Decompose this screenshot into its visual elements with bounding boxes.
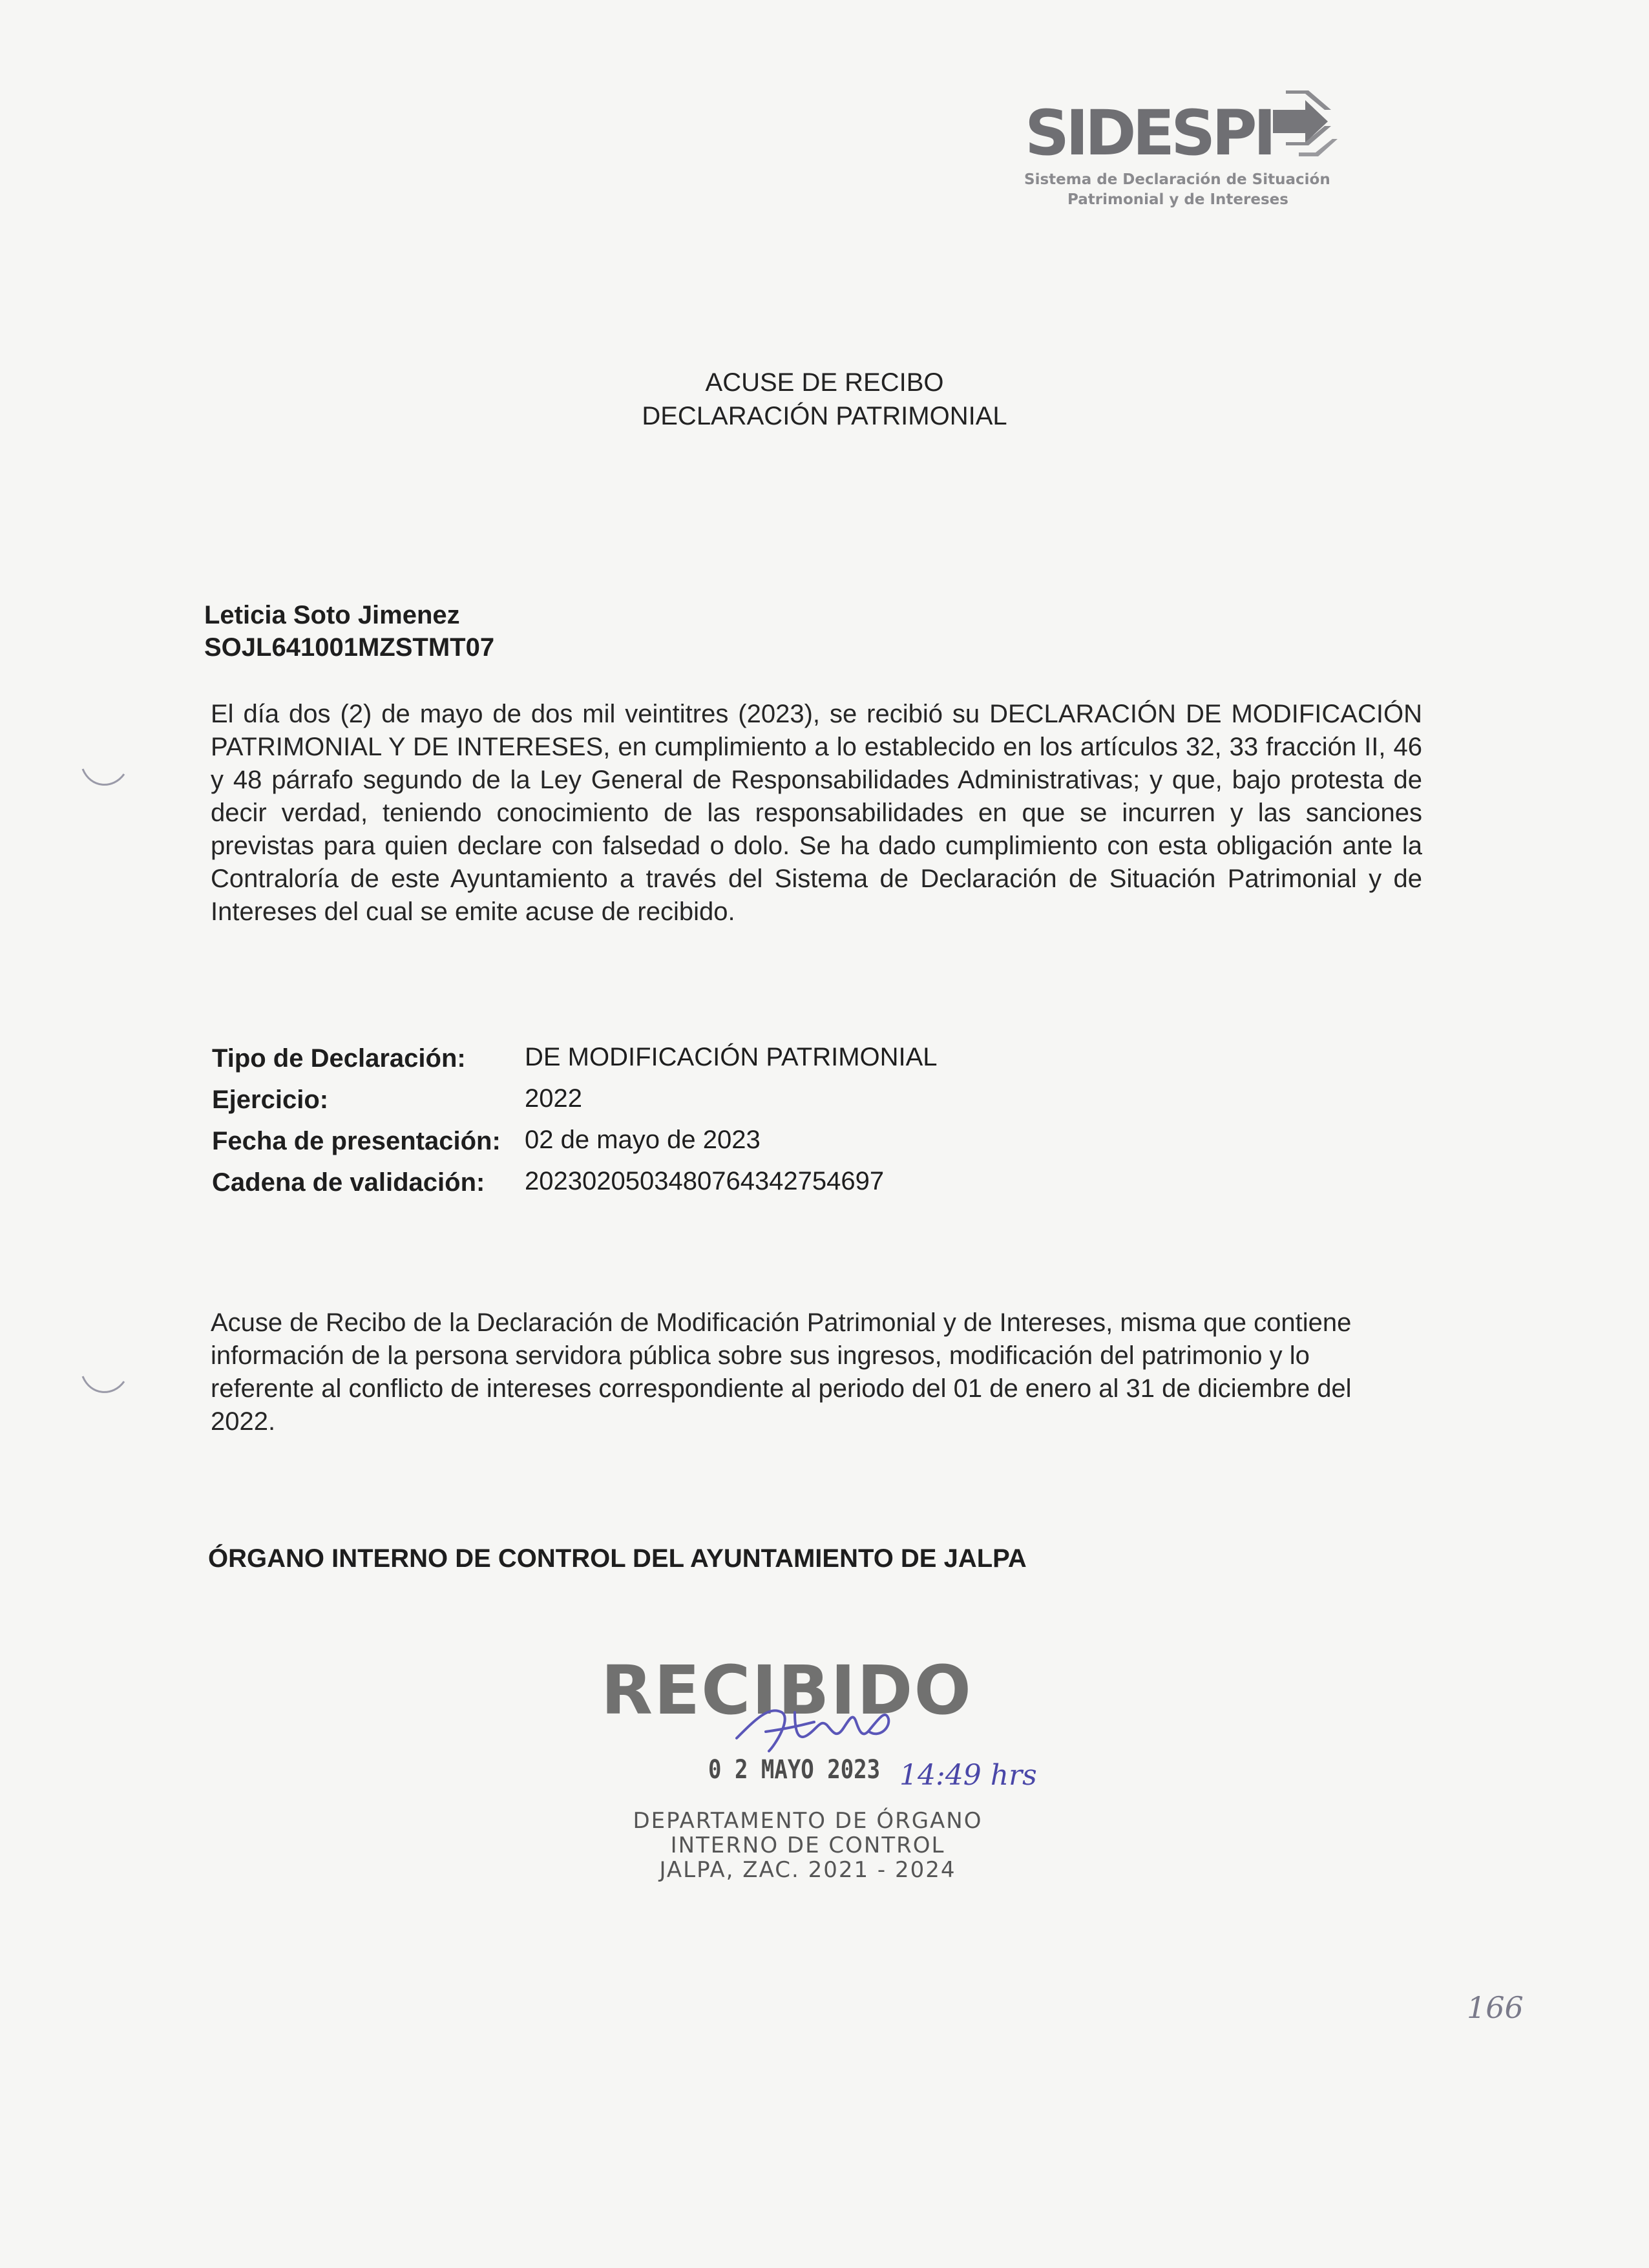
logo-tagline-line2: Patrimonial y de Intereses — [1067, 191, 1288, 208]
detail-value: 2022 — [525, 1084, 582, 1113]
sidespi-logo — [1021, 84, 1370, 220]
document-title: ACUSE DE RECIBO — [705, 368, 944, 397]
stamp-department-line2: INTERNO DE CONTROL — [670, 1832, 945, 1858]
punch-hole-mark — [78, 762, 129, 795]
detail-value: DE MODIFICACIÓN PATRIMONIAL — [525, 1043, 938, 1071]
detail-value: 2023020503480764342754697 — [525, 1167, 885, 1195]
stamp-department-line3: JALPA, ZAC. 2021 - 2024 — [659, 1857, 956, 1883]
handwritten-page-number: 166 — [1467, 1990, 1524, 2025]
detail-label: Tipo de Declaración: — [212, 1044, 466, 1073]
issuing-organ: ÓRGANO INTERNO DE CONTROL DEL AYUNTAMIENTO DE JALPA — [208, 1544, 1027, 1573]
declarant-rfc: SOJL641001MZSTMT07 — [204, 633, 495, 662]
declarant-name: Leticia Soto Jimenez — [204, 601, 460, 629]
stamp-date: 0 2 MAYO 2023 — [708, 1755, 881, 1785]
closing-paragraph: Acuse de Recibo de la Declaración de Modificación Patrimonial y de Intereses, misma que contiene información de la persona servidora pública sobre sus ingresos, modificación del patrimonio y lo referente al conflicto de intereses correspondiente al periodo del 01 de enero al 31 de diciembre del 2022. — [211, 1308, 1352, 1436]
detail-label: Cadena de validación: — [212, 1168, 485, 1197]
detail-value: 02 de mayo de 2023 — [525, 1126, 761, 1154]
punch-hole-mark — [78, 1370, 129, 1402]
detail-label: Fecha de presentación: — [212, 1127, 501, 1155]
detail-label: Ejercicio: — [212, 1086, 329, 1114]
logo-wordmark: SIDESPI — [1025, 97, 1273, 169]
logo-tagline-line1: Sistema de Declaración de Situación — [1024, 171, 1330, 188]
body-paragraph: El día dos (2) de mayo de dos mil veintitres (2023), se recibió su DECLARACIÓN DE MODIFICACIÓN PATRIMONIAL Y DE INTERESES, en cumplimiento a lo establecido en los artículos 32, 33 fracción II, 46 y 48 párrafo segundo de la Ley General de Responsabilidades Administrativas; y que, bajo protesta de decir verdad, teniendo conocimiento de las responsabilidades en que se incurren y las sanciones previstas para quien declare con falsedad o dolo. Se ha dado cumplimiento con esta obligación ante la Contraloría de este Ayuntamiento a través del Sistema de Declaración de Situación Patrimonial y de Intereses del cual se emite acuse de recibido. — [211, 700, 1422, 926]
received-stamp — [582, 1641, 1073, 1900]
document-subtitle: DECLARACIÓN PATRIMONIAL — [642, 402, 1007, 430]
arrow-logo-icon — [1260, 84, 1357, 174]
stamp-department-line1: DEPARTAMENTO DE ÓRGANO — [633, 1808, 983, 1834]
stamp-title: RECIBIDO — [601, 1651, 972, 1730]
handwritten-time: 14:49 hrs — [899, 1759, 1037, 1792]
